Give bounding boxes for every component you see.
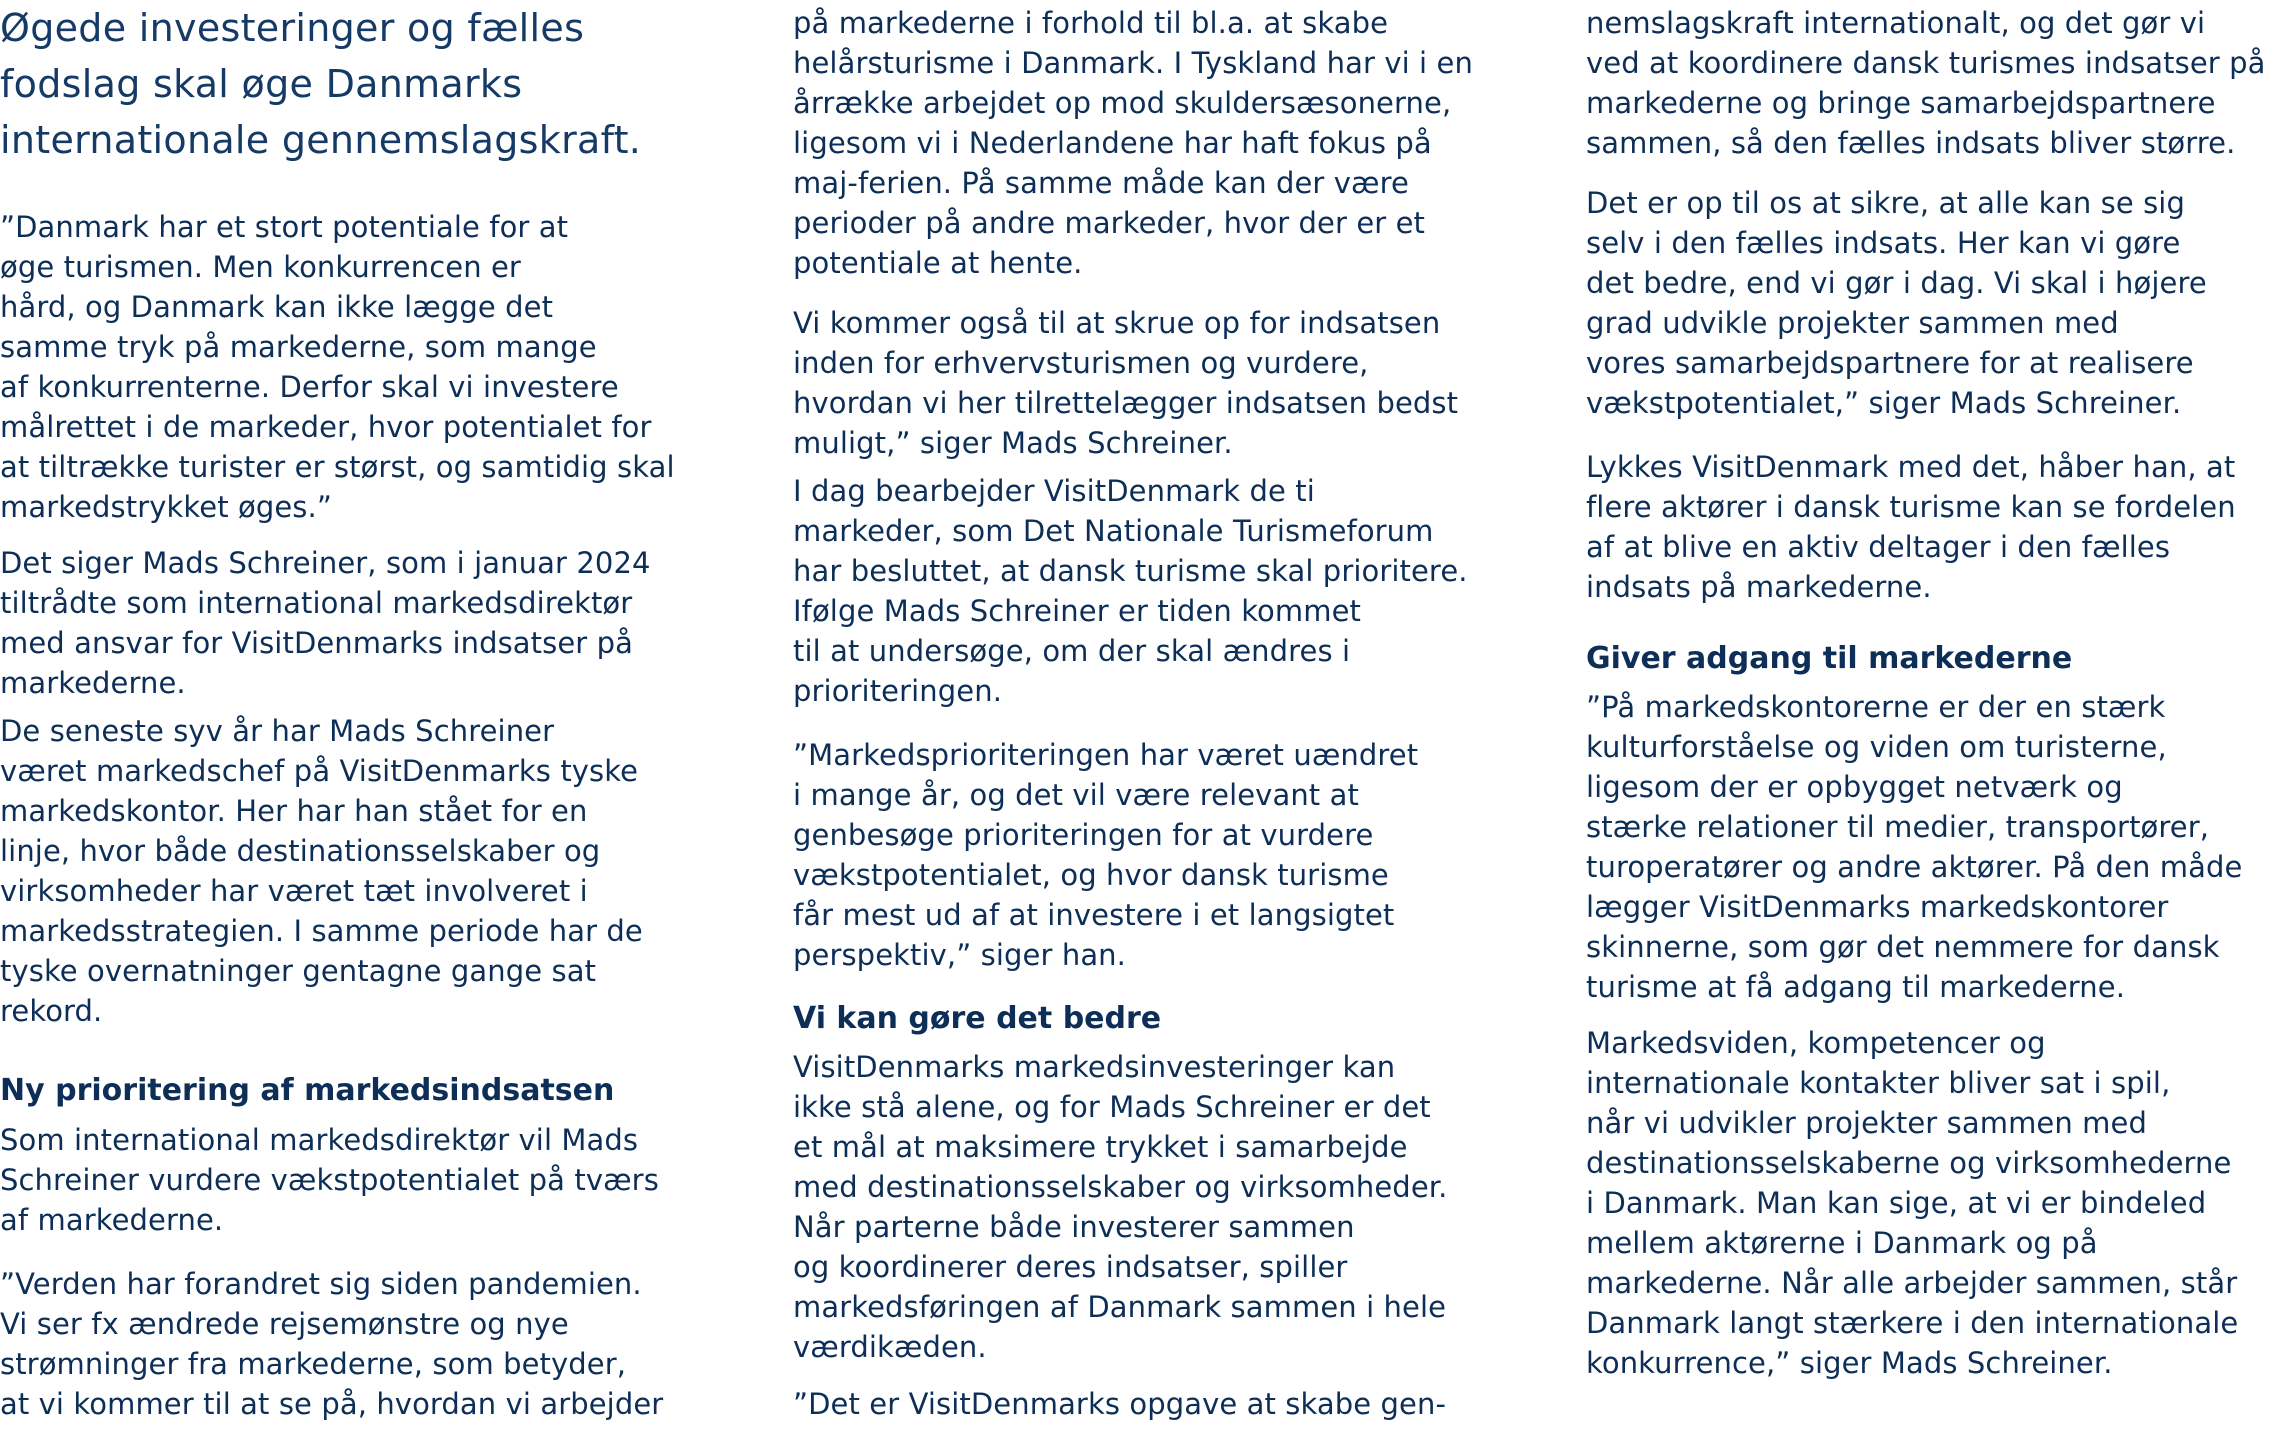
- text-line: nemslagskraft internationalt, og det gør vi: [1586, 6, 2206, 40]
- text-line: tyske overnatninger gentagne gange sat: [0, 954, 597, 988]
- text-line: prioriteringen.: [793, 674, 1003, 708]
- quote-paragraph: [0, 207, 675, 527]
- text-line: Danmark langt stærkere i den internationale: [1586, 1306, 2239, 1340]
- body-paragraph: [793, 303, 1458, 463]
- text-line: det bedre, end vi gør i dag. Vi skal i højere: [1586, 266, 2207, 300]
- text-line: ”Danmark har et stort potentiale for at: [0, 210, 569, 244]
- text-line: Som international markedsdirektør vil Mads: [0, 1123, 639, 1157]
- text-line: stærke relationer til medier, transportører,: [1586, 810, 2210, 844]
- text-line: helårsturisme i Danmark. I Tyskland har vi i en: [793, 46, 1473, 80]
- text-line: af markederne.: [0, 1203, 224, 1237]
- text-line: mellem aktørerne i Danmark og på: [1586, 1226, 2098, 1260]
- text-line: og koordinerer deres indsatser, spiller: [793, 1250, 1348, 1284]
- lead-line: internationale gennemslagskraft.: [0, 118, 642, 162]
- text-line: inden for erhvervsturismen og vurdere,: [793, 346, 1369, 380]
- text-line: ikke stå alene, og for Mads Schreiner er det: [793, 1090, 1431, 1124]
- text-line: markedskontor. Her har han stået for en: [0, 794, 588, 828]
- text-line: Når parterne både investerer sammen: [793, 1210, 1355, 1244]
- lead-paragraph: [0, 0, 641, 168]
- text-line: selv i den fælles indsats. Her kan vi gøre: [1586, 226, 2181, 260]
- text-line: Vi kommer også til at skrue op for indsatsen: [793, 306, 1441, 340]
- text-line: De seneste syv år har Mads Schreiner: [0, 714, 555, 748]
- text-line: samme tryk på markederne, som mange: [0, 330, 597, 364]
- text-line: rekord.: [0, 994, 103, 1028]
- text-line: I dag bearbejder VisitDenmark de ti: [793, 474, 1315, 508]
- text-line: perioder på andre markeder, hvor der er et: [793, 206, 1426, 240]
- text-line: været markedschef på VisitDenmarks tyske: [0, 754, 639, 788]
- text-line: får mest ud af at investere i et langsigtet: [793, 898, 1395, 932]
- text-line: har besluttet, at dansk turisme skal prioritere.: [793, 554, 1468, 588]
- text-line: på markederne i forhold til bl.a. at skabe: [793, 6, 1389, 40]
- text-line: af at blive en aktiv deltager i den fælles: [1586, 530, 2171, 564]
- body-paragraph: [0, 1120, 659, 1240]
- text-line: ”Markedsprioriteringen har været uændret: [793, 738, 1419, 772]
- text-line: ”Verden har forandret sig siden pandemien.: [0, 1267, 642, 1301]
- text-line: ligesom der er opbygget netværk og: [1586, 770, 2123, 804]
- text-line: vækstpotentialet,” siger Mads Schreiner.: [1586, 386, 2182, 420]
- text-line: markederne og bringe samarbejdspartnere: [1586, 86, 2216, 120]
- text-line: Lykkes VisitDenmark med det, håber han, at: [1586, 450, 2236, 484]
- section-heading: Vi kan gøre det bedre: [793, 1001, 1162, 1036]
- body-paragraph: [1586, 447, 2236, 607]
- text-line: i Danmark. Man kan sige, at vi er bindeled: [1586, 1186, 2207, 1220]
- text-line: Ifølge Mads Schreiner er tiden kommet: [793, 594, 1362, 628]
- text-line: virksomheder har været tæt involveret i: [0, 874, 588, 908]
- text-line: muligt,” siger Mads Schreiner.: [793, 426, 1233, 460]
- text-line: Markedsviden, kompetencer og: [1586, 1026, 2046, 1060]
- text-line: Schreiner vurdere vækstpotentialet på tværs: [0, 1163, 659, 1197]
- text-line: kulturforståelse og viden om turisterne,: [1586, 730, 2167, 764]
- body-paragraph: [793, 1047, 1447, 1367]
- text-line: i mange år, og det vil være relevant at: [793, 778, 1359, 812]
- text-line: hård, og Danmark kan ikke lægge det: [0, 290, 554, 324]
- text-line: perspektiv,” siger han.: [793, 938, 1126, 972]
- body-paragraph: [793, 471, 1468, 711]
- text-line: Vi ser fx ændrede rejsemønstre og nye: [0, 1307, 569, 1341]
- text-line: markedstrykket øges.”: [0, 490, 332, 524]
- quote-paragraph: [793, 1384, 1446, 1424]
- section-heading: Giver adgang til markederne: [1586, 641, 2073, 676]
- text-line: målrettet i de markeder, hvor potentialet for: [0, 410, 652, 444]
- text-line: linje, hvor både destinationsselskaber og: [0, 834, 601, 868]
- text-line: destinationsselskaberne og virksomhederne: [1586, 1146, 2232, 1180]
- text-line: genbesøge prioriteringen for at vurdere: [793, 818, 1374, 852]
- text-line: årrække arbejdet op mod skuldersæsonerne,: [793, 86, 1452, 120]
- text-line: markederne.: [0, 666, 186, 700]
- text-line: til at undersøge, om der skal ændres i: [793, 634, 1351, 668]
- body-paragraph: [793, 3, 1473, 283]
- text-line: vores samarbejdspartnere for at realisere: [1586, 346, 2194, 380]
- text-line: lægger VisitDenmarks markedskontorer: [1586, 890, 2169, 924]
- text-line: turisme at få adgang til markederne.: [1586, 970, 2126, 1004]
- text-line: Det er op til os at sikre, at alle kan se sig: [1586, 186, 2185, 220]
- text-line: af konkurrenterne. Derfor skal vi investere: [0, 370, 619, 404]
- text-line: øge turismen. Men konkurrencen er: [0, 250, 521, 284]
- text-line: at tiltrække turister er størst, og samtidig skal: [0, 450, 675, 484]
- text-line: markedsføringen af Danmark sammen i hele: [793, 1290, 1447, 1324]
- text-line: ved at koordinere dansk turismes indsatser på: [1586, 46, 2266, 80]
- body-paragraph: [1586, 183, 2207, 423]
- text-line: VisitDenmarks markedsinvesteringer kan: [793, 1050, 1396, 1084]
- body-paragraph: [1586, 3, 2266, 163]
- section-heading: Ny prioritering af markedsindsatsen: [0, 1073, 615, 1108]
- text-line: et mål at maksimere trykket i samarbejde: [793, 1130, 1408, 1164]
- lead-line: Øgede investeringer og fælles: [0, 6, 585, 50]
- text-line: markeder, som Det Nationale Turismeforum: [793, 514, 1434, 548]
- text-line: når vi udvikler projekter sammen med: [1586, 1106, 2147, 1140]
- text-line: værdikæden.: [793, 1330, 987, 1364]
- text-line: tiltrådte som international markedsdirektør: [0, 586, 633, 620]
- text-line: vækstpotentialet, og hvor dansk turisme: [793, 858, 1389, 892]
- text-line: flere aktører i dansk turisme kan se fordelen: [1586, 490, 2236, 524]
- text-line: internationale kontakter bliver sat i spil,: [1586, 1066, 2171, 1100]
- text-line: ”Det er VisitDenmarks opgave at skabe gen-: [793, 1387, 1447, 1421]
- text-line: markederne. Når alle arbejder sammen, står: [1586, 1266, 2238, 1300]
- text-line: med ansvar for VisitDenmarks indsatser på: [0, 626, 634, 660]
- quote-paragraph: [0, 1264, 663, 1424]
- text-line: at vi kommer til at se på, hvordan vi arbejder: [0, 1387, 664, 1421]
- text-line: markedsstrategien. I samme periode har de: [0, 914, 643, 948]
- text-line: hvordan vi her tilrettelægger indsatsen bedst: [793, 386, 1459, 420]
- text-line: ”På markedskontorerne er der en stærk: [1586, 690, 2166, 724]
- text-line: turoperatører og andre aktører. På den måde: [1586, 850, 2243, 884]
- text-line: potentiale at hente.: [793, 246, 1083, 280]
- lead-line: fodslag skal øge Danmarks: [0, 62, 523, 106]
- quote-paragraph: [793, 735, 1418, 975]
- text-line: med destinationsselskaber og virksomheder.: [793, 1170, 1448, 1204]
- text-line: indsats på markederne.: [1586, 570, 1932, 604]
- text-line: maj-ferien. På samme måde kan der være: [793, 166, 1409, 200]
- body-paragraph: [0, 711, 643, 1031]
- text-line: sammen, så den fælles indsats bliver større.: [1586, 126, 2236, 160]
- text-line: Det siger Mads Schreiner, som i januar 2024: [0, 546, 651, 580]
- body-paragraph: [1586, 1023, 2238, 1383]
- quote-paragraph: [1586, 687, 2242, 1007]
- text-line: strømninger fra markederne, som betyder,: [0, 1347, 627, 1381]
- text-line: ligesom vi i Nederlandene har haft fokus på: [793, 126, 1432, 160]
- text-line: skinnerne, som gør det nemmere for dansk: [1586, 930, 2220, 964]
- body-paragraph: [0, 543, 651, 703]
- text-line: grad udvikle projekter sammen med: [1586, 306, 2119, 340]
- text-line: konkurrence,” siger Mads Schreiner.: [1586, 1346, 2113, 1380]
